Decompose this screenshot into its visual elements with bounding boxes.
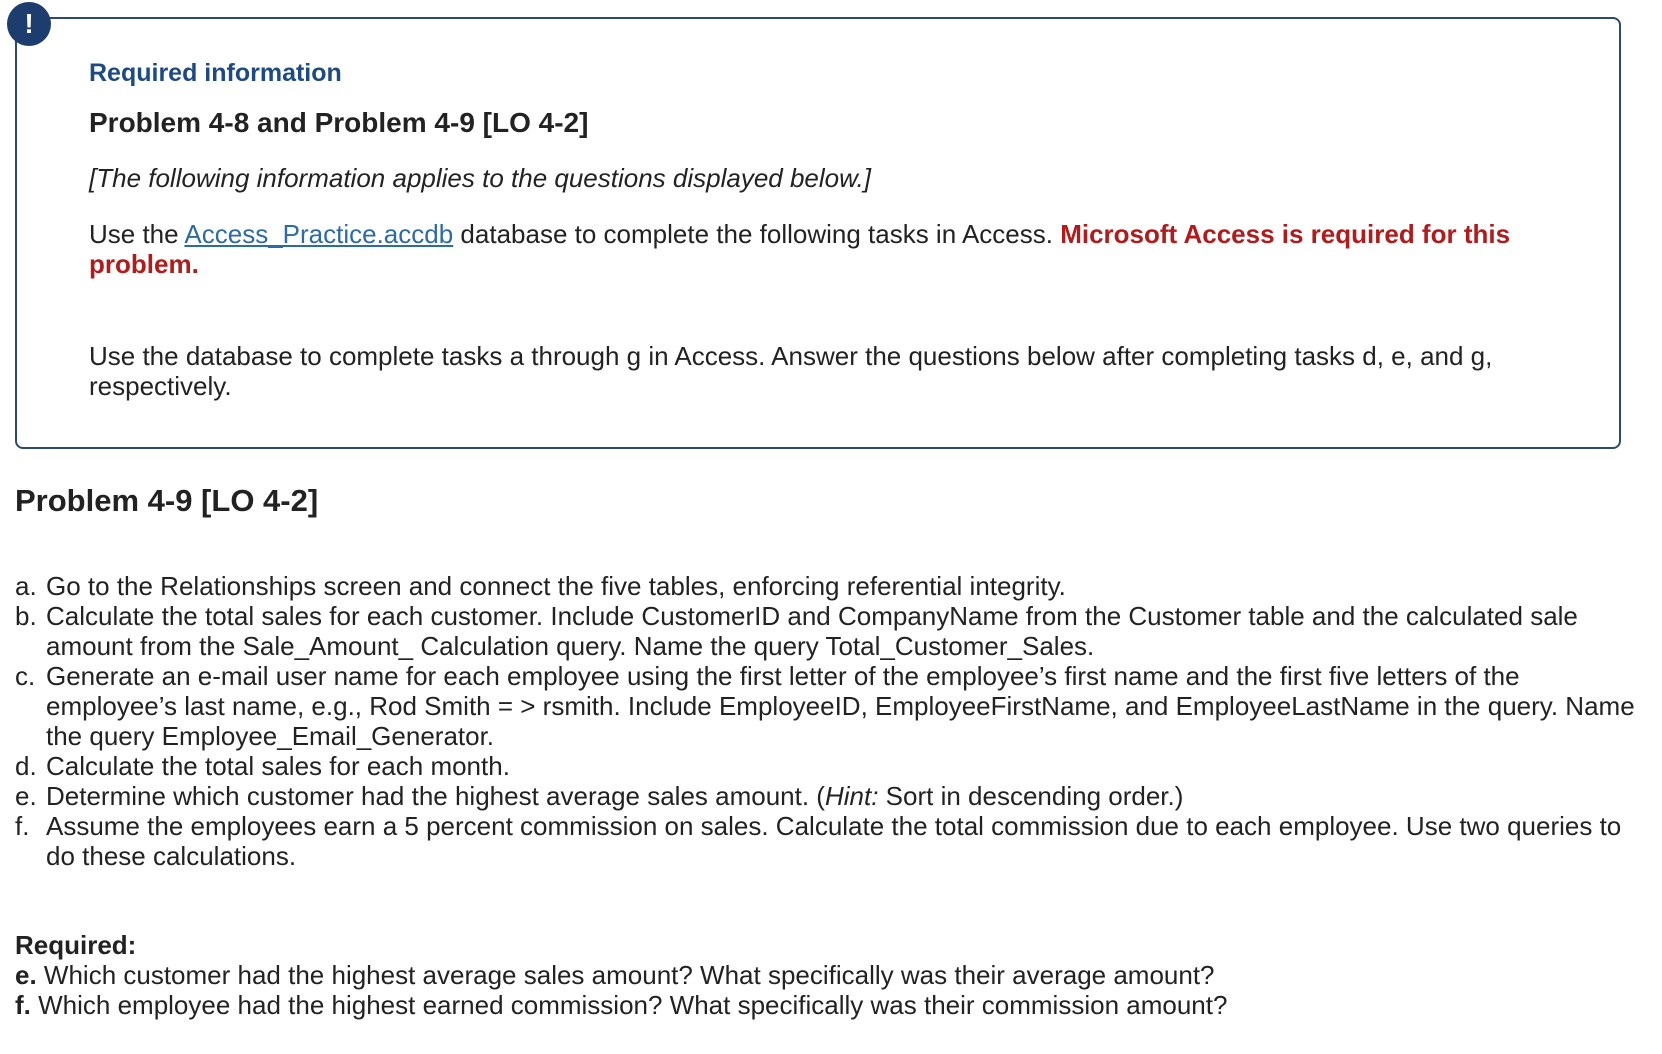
task-letter: b. [15,601,37,631]
task-item-f [15,811,1635,871]
section-title: Problem 4-9 [LO 4-2] [15,483,319,518]
access-file-link[interactable]: Access_Practice.accdb [184,219,454,249]
required-label: Required: [15,930,137,960]
question-f [15,990,1635,1020]
task-letter: a. [15,571,37,601]
access-required-warning: Microsoft Access is required for this problem. [89,219,1511,279]
task-letter: c. [15,661,36,691]
question-e [15,960,1635,990]
required-section [15,930,1635,1020]
task-letter: d. [15,751,37,781]
question-e-text: Which customer had the highest average sales amount? What specifically was their average amount? [36,960,1215,990]
task-list [15,571,1635,871]
access-instructions [89,219,1579,279]
task-item-e [15,781,1635,811]
task-text: Assume the employees earn a 5 percent commission on sales. Calculate the total commission due to each employee. Use two queries to do these calculations. [46,811,1622,871]
task-text: Calculate the total sales for each month. [46,751,510,781]
task-letter: f. [15,811,30,841]
task-text-before: Determine which customer had the highest average sales amount. ( [46,781,825,811]
hint-label: Hint: [824,781,879,811]
database-instructions: Use the database to complete tasks a through g in Access. Answer the questions below after completing tasks d, e, and g, respectively. [89,341,1493,401]
task-item-d [15,751,1635,781]
task-letter: e. [15,781,37,811]
task-text: Go to the Relationships screen and connect the five tables, enforcing referential integrity. [46,571,1066,601]
question-e-label: e. [15,960,37,990]
task-text: Calculate the total sales for each customer. Include CustomerID and CompanyName from the Customer table and the calculated sale amount from the Sale_Amount_ Calculation query. Name the query Total_Customer_Sales. [46,601,1578,661]
question-f-text: Which employee had the highest earned commission? What specifically was their commission amount? [30,990,1228,1020]
task-text-after: Sort in descending order.) [878,781,1184,811]
question-f-label: f. [15,990,31,1020]
required-information-box [15,17,1621,449]
exclamation-icon: ! [7,2,51,46]
following-info-note: [The following information applies to the questions displayed below.] [89,163,871,193]
problem-combined-title: Problem 4-8 and Problem 4-9 [LO 4-2] [89,107,589,138]
task-item-a [15,571,1635,601]
use-prefix: Use the [89,219,185,249]
task-item-b [15,601,1635,661]
task-item-c [15,661,1635,751]
required-information-label: Required information [89,59,342,87]
task-text: Generate an e-mail user name for each employee using the first letter of the employee’s first name and the first five letters of the employee’s last name, e.g., Rod Smith = > rsmith. Include EmployeeID, EmployeeFirstName, and EmployeeLastName in the query. Name the query Employee_Email_Generator. [46,661,1635,751]
use-middle: database to complete the following tasks in Access. [453,219,1061,249]
